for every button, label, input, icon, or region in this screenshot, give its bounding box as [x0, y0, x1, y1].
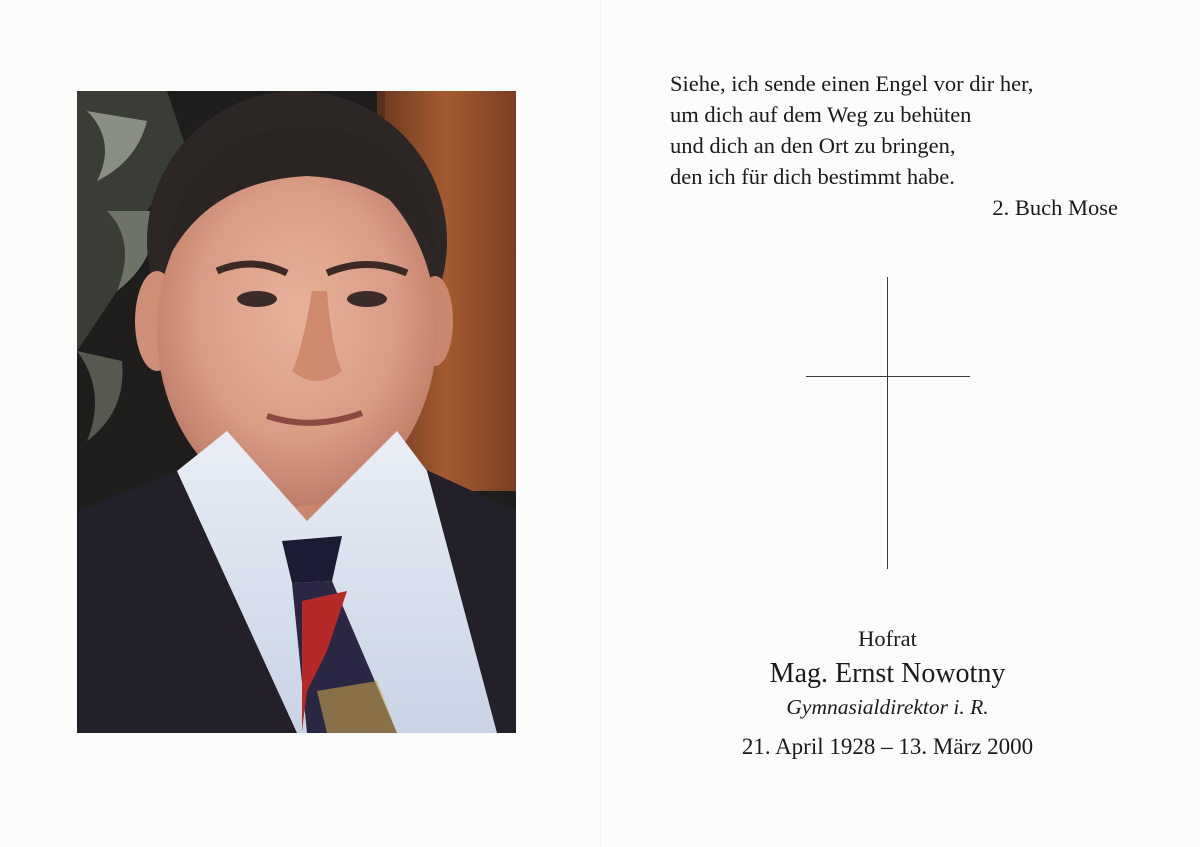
cross-icon: [806, 277, 970, 569]
life-dates: 21. April 1928 – 13. März 2000: [741, 734, 1034, 759]
portrait-photo: [77, 91, 516, 733]
deceased-info: [670, 622, 1105, 764]
verse-line: den ich für dich bestimmt habe.: [670, 164, 955, 189]
verse-source: 2. Buch Mose: [992, 195, 1118, 220]
verse-line: um dich auf dem Weg zu behüten: [670, 102, 972, 127]
profession: Gymnasialdirektor i. R.: [786, 695, 989, 719]
honorific-title: Hofrat: [858, 626, 917, 651]
deceased-name: Mag. Ernst Nowotny: [769, 658, 1006, 689]
cross-horizontal-bar: [806, 376, 970, 377]
bible-verse: [640, 68, 1118, 223]
fold-crease: [600, 0, 602, 847]
cross-vertical-bar: [887, 277, 888, 569]
verse-line: Siehe, ich sende einen Engel vor dir her,: [670, 71, 1034, 96]
verse-line: und dich an den Ort zu bringen,: [670, 133, 956, 158]
